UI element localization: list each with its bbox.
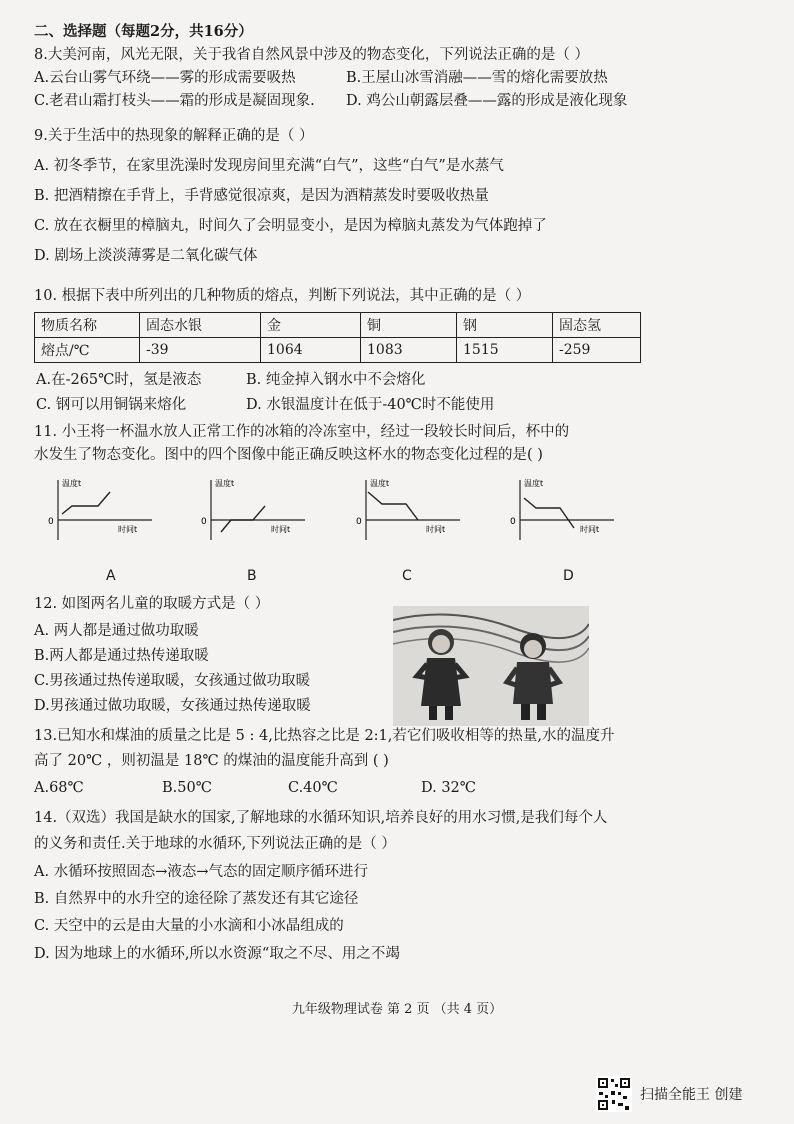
graph-c <box>356 476 466 544</box>
q13-stem-line2: 高了 20℃ ，则初温是 18℃ 的煤油的温度能升高到 ( ) <box>34 753 389 769</box>
x-axis-label: 时间t <box>580 525 600 534</box>
qr-code-icon <box>596 1076 632 1112</box>
table-cell: 熔点/℃ <box>35 338 140 363</box>
graph-label-b: B <box>247 568 257 584</box>
origin-label: 0 <box>48 517 54 527</box>
origin-label: 0 <box>201 517 207 527</box>
q10-option-b: B. 纯金掉入钢水中不会熔化 <box>246 372 426 388</box>
q9-option-a: A. 初冬季节，在家里洗澡时发现房间里充满“白气”，这些“白气”是水蒸气 <box>34 158 504 174</box>
table-cell: 物质名称 <box>35 313 140 338</box>
q11-stem-line1: 11. 小王将一杯温水放人正常工作的冰箱的冷冻室中，经过一段较长时间后，杯中的 <box>34 424 570 440</box>
q12-option-c: C.男孩通过热传递取暖，女孩通过做功取暖 <box>34 673 311 689</box>
y-axis-label: 温度t <box>370 479 390 488</box>
y-axis-label: 温度t <box>62 479 82 488</box>
q12-option-b: B.两人都是通过热传递取暖 <box>34 648 209 664</box>
table-cell: 铜 <box>361 313 457 338</box>
q14-option-b: B. 自然界中的水升空的途径除了蒸发还有其它途径 <box>34 891 359 907</box>
graph-a-svg <box>48 476 158 544</box>
q8-option-c: C.老君山霜打枝头——霜的形成是凝固现象. <box>34 93 315 109</box>
q8-option-b: B.王屋山冰雪消融——雪的熔化需要放热 <box>346 70 608 86</box>
q14-option-c: C. 天空中的云是由大量的小水滴和小冰晶组成的 <box>34 918 344 934</box>
origin-label: 0 <box>510 517 516 527</box>
q13-stem-line1: 13.已知水和煤油的质量之比是 5 : 4,比热容之比是 2:1,若它们吸收相等的热量,水的温度升 <box>34 728 615 744</box>
graph-label-c: C <box>402 568 412 584</box>
children-illustration-svg <box>393 606 589 726</box>
table-cell: 1083 <box>361 338 457 363</box>
q10-option-d: D. 水银温度计在低于-40℃时不能使用 <box>246 397 495 413</box>
table-row <box>35 338 641 363</box>
scanner-watermark <box>596 1076 742 1112</box>
children-warming-illustration <box>393 606 589 726</box>
watermark-text: 扫描全能王 创建 <box>640 1087 743 1103</box>
q12-option-d: D.男孩通过做功取暖，女孩通过热传递取暖 <box>34 698 311 714</box>
graph-a <box>48 476 158 544</box>
table-cell: 钢 <box>457 313 553 338</box>
table-row <box>35 313 641 338</box>
q8-option-a: A.云台山雾气环绕——雾的形成需要吸热 <box>34 70 296 86</box>
q9-option-d: D. 剧场上淡淡薄雾是二氧化碳气体 <box>34 248 258 264</box>
q8-stem: 8.大美河南，风光无限，关于我省自然风景中涉及的物态变化，下列说法正确的是（ ） <box>34 47 589 63</box>
graph-d-svg <box>510 476 620 544</box>
q13-option-a: A.68℃ <box>34 780 84 796</box>
q9-option-c: C. 放在衣橱里的樟脑丸，时间久了会明显变小，是因为樟脑丸蒸发为气体跑掉了 <box>34 218 547 234</box>
table-cell: 固态氢 <box>553 313 641 338</box>
graph-d <box>510 476 620 544</box>
q10-option-c: C. 钢可以用铜锅来熔化 <box>36 397 187 413</box>
q10-option-a: A.在-265℃时，氢是液态 <box>36 372 202 388</box>
q14-stem-line2: 的义务和责任.关于地球的水循环,下列说法正确的是（ ） <box>34 836 396 852</box>
graph-label-d: D <box>563 568 574 584</box>
y-axis-label: 温度t <box>524 479 544 488</box>
q12-option-a: A. 两人都是通过做功取暖 <box>34 623 199 639</box>
x-axis-label: 时间t <box>426 525 446 534</box>
q8-option-d: D. 鸡公山朝露层叠——露的形成是液化现象 <box>346 93 628 109</box>
graph-b-svg <box>201 476 311 544</box>
q9-option-b: B. 把酒精擦在手背上，手背感觉很凉爽，是因为酒精蒸发时要吸收热量 <box>34 188 489 204</box>
q12-stem: 12. 如图两名儿童的取暖方式是（ ） <box>34 596 270 612</box>
page-footer: 九年级物理试卷 第 2 页 （共 4 页） <box>291 1002 503 1017</box>
table-cell: 1515 <box>457 338 553 363</box>
x-axis-label: 时间t <box>271 525 291 534</box>
q10-stem: 10. 根据下表中所列出的几种物质的熔点，判断下列说法，其中正确的是（ ） <box>34 288 531 304</box>
table-cell: -259 <box>553 338 641 363</box>
x-axis-label: 时间t <box>118 525 138 534</box>
graph-b <box>201 476 311 544</box>
q14-stem-line1: 14.（双选）我国是缺水的国家,了解地球的水循环知识,培养良好的用水习惯,是我们每个人 <box>34 810 608 826</box>
origin-label: 0 <box>356 517 362 527</box>
table-cell: -39 <box>140 338 261 363</box>
table-cell: 金 <box>261 313 361 338</box>
table-cell: 固态水银 <box>140 313 261 338</box>
q11-stem-line2: 水发生了物态变化。图中的四个图像中能正确反映这杯水的物态变化过程的是( ) <box>34 447 543 463</box>
q9-stem: 9.关于生活中的热现象的解释正确的是（ ） <box>34 128 314 144</box>
graph-c-svg <box>356 476 466 544</box>
q13-option-d: D. 32℃ <box>421 780 476 796</box>
section-title: 二、选择题（每题2分，共16分） <box>34 23 253 40</box>
q14-option-d: D. 因为地球上的水循环,所以水资源“取之不尽、用之不竭 <box>34 946 400 962</box>
melting-point-table <box>34 312 641 363</box>
table-cell: 1064 <box>261 338 361 363</box>
y-axis-label: 温度t <box>215 479 235 488</box>
graph-label-a: A <box>106 568 116 584</box>
q13-option-c: C.40℃ <box>288 780 338 796</box>
q13-option-b: B.50℃ <box>162 780 212 796</box>
q14-option-a: A. 水循环按照固态→液态→气态的固定顺序循环进行 <box>34 864 368 880</box>
